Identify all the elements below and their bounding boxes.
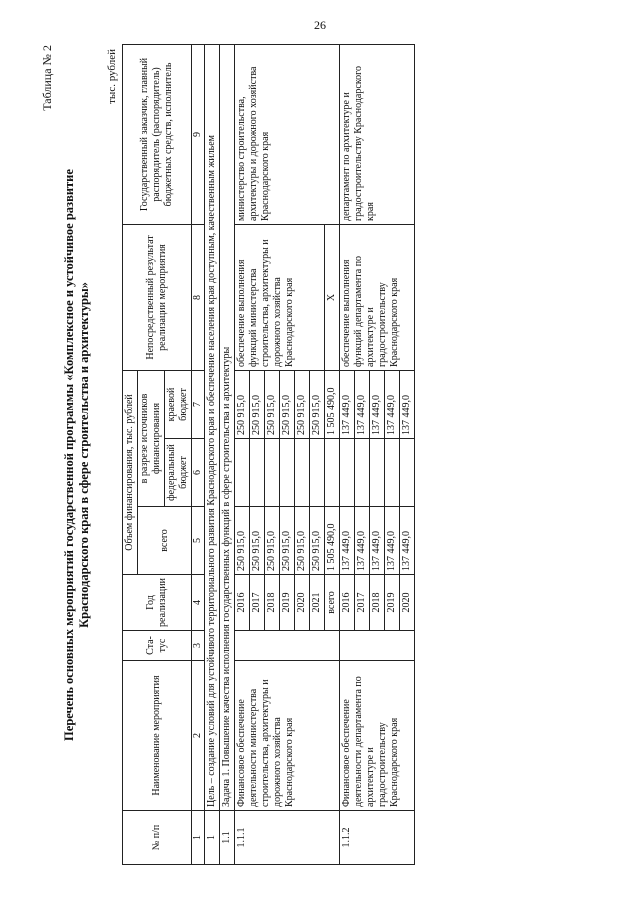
item-result: обеспечение выполнения функций министерства строительства, архитектуры и дорожного хозяйства Краснодарского края	[235, 224, 325, 370]
row-year: 2017	[355, 575, 370, 631]
page-number: 26	[314, 18, 326, 32]
row-federal	[400, 439, 415, 507]
row-total: 250 915,0	[250, 507, 265, 575]
column-numbers-row	[192, 44, 205, 864]
units-label: тыс. рублей	[106, 49, 118, 104]
row-federal	[385, 439, 400, 507]
row-federal	[325, 439, 340, 507]
table-label: Таблица № 2	[40, 45, 54, 111]
row-federal	[310, 439, 325, 507]
row-total: 250 915,0	[280, 507, 295, 575]
title-line-2: Краснодарского края в сфере строительства и архитектуры»	[77, 282, 91, 628]
row-regional: 250 915,0	[310, 370, 325, 438]
row-total: 137 449,0	[355, 507, 370, 575]
row-total: 137 449,0	[385, 507, 400, 575]
header-name: Наименование мероприятия	[123, 661, 192, 811]
table-row	[235, 44, 250, 864]
row-federal	[235, 439, 250, 507]
col-number: 6	[192, 439, 205, 507]
row-federal	[295, 439, 310, 507]
row-regional: 250 915,0	[250, 370, 265, 438]
header-num: № п/п	[123, 811, 192, 865]
item-customer: департамент по архитектуре и градостроительству Краснодарского края	[340, 44, 415, 224]
row-year: 2020	[400, 575, 415, 631]
row-regional: 137 449,0	[400, 370, 415, 438]
header-status: Ста-тус	[123, 631, 192, 661]
header-year: Год реализации	[123, 575, 192, 631]
col-number: 2	[192, 661, 205, 811]
row-federal	[355, 439, 370, 507]
header-result: Непосредственный результат реализации мероприятия	[123, 224, 192, 370]
header-row	[123, 44, 138, 864]
result-total-mark: X	[325, 224, 340, 370]
col-number: 9	[192, 44, 205, 224]
task-num: 1.1	[220, 811, 235, 865]
row-federal	[280, 439, 295, 507]
header-federal: федеральный бюджет	[165, 439, 192, 507]
row-federal	[265, 439, 280, 507]
row-regional: 250 915,0	[235, 370, 250, 438]
item-num: 1.1.1	[235, 811, 340, 865]
header-funding: Объем финансирования, тыс. рублей	[123, 370, 138, 574]
item-status	[235, 631, 340, 661]
header-customer: Государственный заказчик, главный распорядитель (распорядитель) бюджетных средств, исполнитель	[123, 44, 192, 224]
header-regional: краевой бюджет	[165, 370, 192, 438]
item-customer: министерство строительства, архитектуры и дорожного хозяйства Краснодарского края	[235, 44, 340, 224]
row-total: 250 915,0	[265, 507, 280, 575]
col-number: 7	[192, 370, 205, 438]
row-year: 2018	[370, 575, 385, 631]
row-regional: 137 449,0	[340, 370, 355, 438]
row-federal	[250, 439, 265, 507]
row-regional: 137 449,0	[370, 370, 385, 438]
item-name: Финансовое обеспечение деятельности департамента по архитектуре и градостроительству Краснодарского края	[340, 661, 415, 811]
row-year: 2019	[280, 575, 295, 631]
col-number: 8	[192, 224, 205, 370]
row-year: 2019	[385, 575, 400, 631]
row-year: 2016	[235, 575, 250, 631]
table-row	[340, 44, 355, 864]
row-year: 2020	[295, 575, 310, 631]
row-year: всего	[325, 575, 340, 631]
measures-table	[122, 44, 415, 865]
row-total: 250 915,0	[295, 507, 310, 575]
goal-text: Цель – создание условий для устойчивого территориального развития Краснодарского края и обеспечение населения края доступным, качественным жильем	[205, 44, 220, 810]
row-federal	[340, 439, 355, 507]
document-title	[62, 65, 92, 845]
row-regional: 250 915,0	[295, 370, 310, 438]
title-line-1: Перечень основных мероприятий государственной программы «Комплексное и устойчивое развитие	[62, 169, 76, 741]
col-number: 4	[192, 575, 205, 631]
row-year: 2021	[310, 575, 325, 631]
goal-num: 1	[205, 811, 220, 865]
row-year: 2018	[265, 575, 280, 631]
row-total: 250 915,0	[235, 507, 250, 575]
task-text: Задача 1. Повышение качества исполнения государственных функций в сфере строительства и архитектуры	[220, 44, 235, 810]
row-total: 137 449,0	[370, 507, 385, 575]
row-federal	[370, 439, 385, 507]
item-name: Финансовое обеспечение деятельности министерства строительства, архитектуры и дорожного хозяйства Краснодарского края	[235, 661, 340, 811]
rotated-page	[40, 45, 600, 865]
col-number: 3	[192, 631, 205, 661]
header-total: всего	[138, 507, 192, 575]
row-regional: 250 915,0	[265, 370, 280, 438]
col-number: 1	[192, 811, 205, 865]
item-result: обеспечение выполнения функций департамента по архитектуре и градостроительству Краснодарского края	[340, 224, 415, 370]
row-year: 2017	[250, 575, 265, 631]
row-regional: 1 505 490,0	[325, 370, 340, 438]
row-regional: 137 449,0	[355, 370, 370, 438]
row-total: 250 915,0	[310, 507, 325, 575]
row-regional: 250 915,0	[280, 370, 295, 438]
row-total: 137 449,0	[400, 507, 415, 575]
row-total: 1 505 490,0	[325, 507, 340, 575]
row-regional: 137 449,0	[385, 370, 400, 438]
header-by-source: в разрезе источников финансирования	[138, 370, 165, 506]
goal-row	[205, 44, 220, 864]
item-status	[340, 631, 415, 661]
row-year: 2016	[340, 575, 355, 631]
task-row	[220, 44, 235, 864]
item-num: 1.1.2	[340, 811, 415, 865]
row-total: 137 449,0	[340, 507, 355, 575]
col-number: 5	[192, 507, 205, 575]
